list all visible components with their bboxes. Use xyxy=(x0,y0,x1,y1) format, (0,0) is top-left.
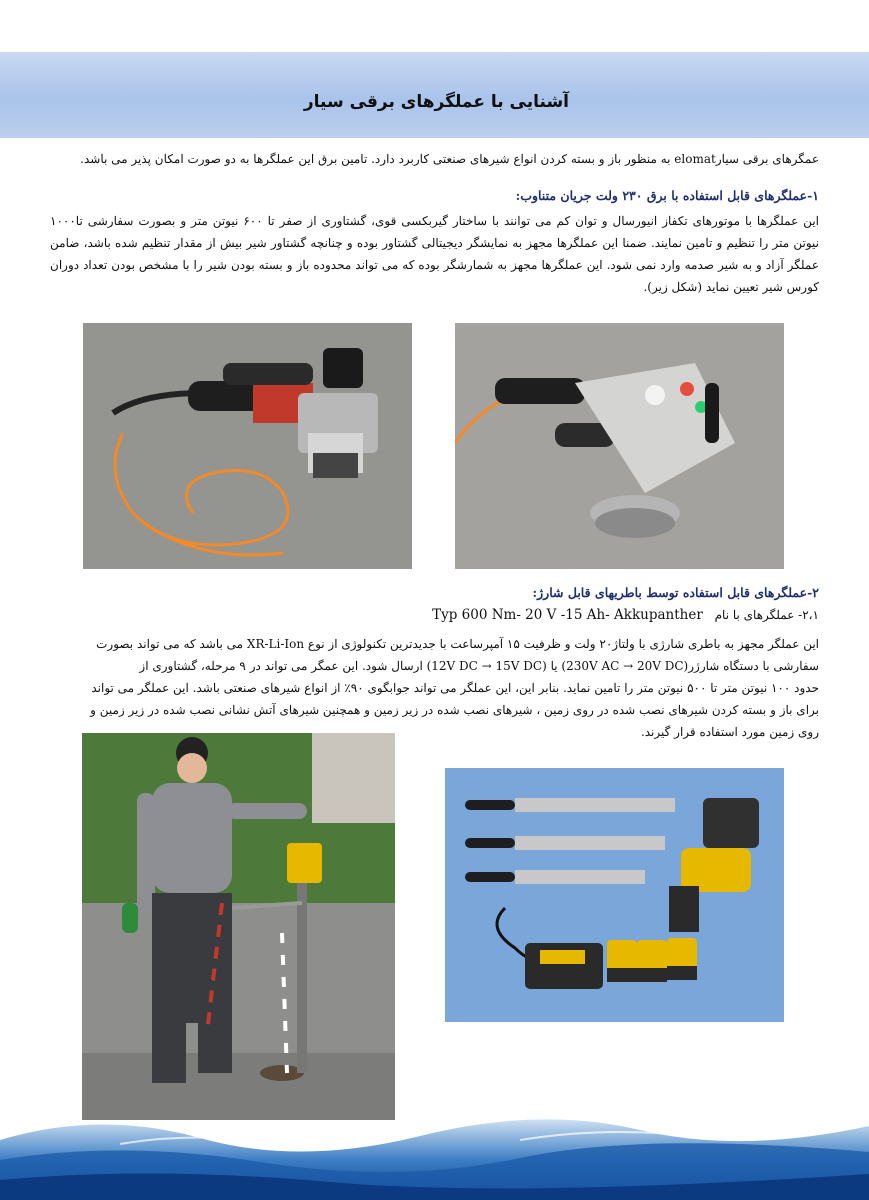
section2-line3: حدود ۱۰۰ نیوتن متر تا ۵۰۰ نیوتن متر را تامین نماید. بنابر این، این عملگر می تواند جوابگوی ۹۰٪ از انواع شیرهای صنعتی باشد. این عملگر می تواند xyxy=(91,681,819,695)
section2-line4: برای باز و بسته کردن شیرهای نصب شده در روی زمین ، شیرهای نصب شده در زیر زمین و همچنین شیرهای آتش نشانی نصب شده در زیر زمین و xyxy=(90,703,819,717)
cordless-kit-photo xyxy=(445,768,784,1022)
subheading-prefix: ۲،۱- عملگرهای با نام xyxy=(714,608,819,622)
section2-line5: روی زمین مورد استفاده قرار گیرند. xyxy=(640,725,819,739)
corded-actuator-photo xyxy=(83,323,412,569)
section2-heading: ۲-عملگرهای قابل استفاده توسط باطریهای قابل شارژ: xyxy=(532,585,819,600)
section1-heading: ۱-عملگرهای قابل استفاده با برق ۲۳۰ ولت جریان متناوب: xyxy=(515,188,819,203)
model-name: Typ 600 Nm- 20 V -15 Ah- Akkupanther xyxy=(432,607,703,623)
section2-line1: این عملگر مجهز به باطری شارژی با ولتاژ۲۰ ولت و ظرفیت ۱۵ آمپرساعت با جدیدترین تکنولوژی از نوع XR-Li-Ion می باشد که می تواند بصورت xyxy=(96,637,819,651)
intro-paragraph: عمگرهای برقی سیارelomat به منظور باز و بسته کردن انواع شیرهای صنعتی کاربرد دارد. تامین برق این عملگرها به دو صورت امکان پذیر می باشد. xyxy=(80,152,819,166)
page-title: آشنایی با عملگرهای برقی سیار xyxy=(303,92,569,112)
field-operation-photo xyxy=(82,733,395,1120)
water-wave-decoration xyxy=(0,1100,869,1200)
section2-subheading xyxy=(432,607,819,623)
actuator-counter-photo xyxy=(455,323,784,569)
section2-line2: سفارشی با دستگاه شارژر(230V AC → 20V DC) یا (12V DC → 15V DC) ارسال شود. این عمگر می تواند در ۹ مرحله، گشتاوری از xyxy=(139,659,819,673)
section1-body: این عملگرها با موتورهای تکفاز انیورسال و توان کم می توانند با ساختار گیربکسی قوی، گشتاوری از صفر تا ۶۰۰ نیوتن متر و بصورت سفارشی تا۱۰۰۰ نیوتن متر را تنظیم و تامین نمایند. ضمنا این عملگرها مجهز به نمایشگر دیجیتالی گشتاور بوده و چنانچه گشتاور شیر بیش از مقدار تنظیم شده باشد، ضامن عملگر آزاد و به شیر صدمه وارد نمی شود. این عملگرها مجهز به شمارشگر بوده که می تواند محدوده باز و بسته بودن شیر را با مشخص بودن تعداد دوران کورس شیر تعیین نماید (شکل زیر). xyxy=(50,214,819,294)
